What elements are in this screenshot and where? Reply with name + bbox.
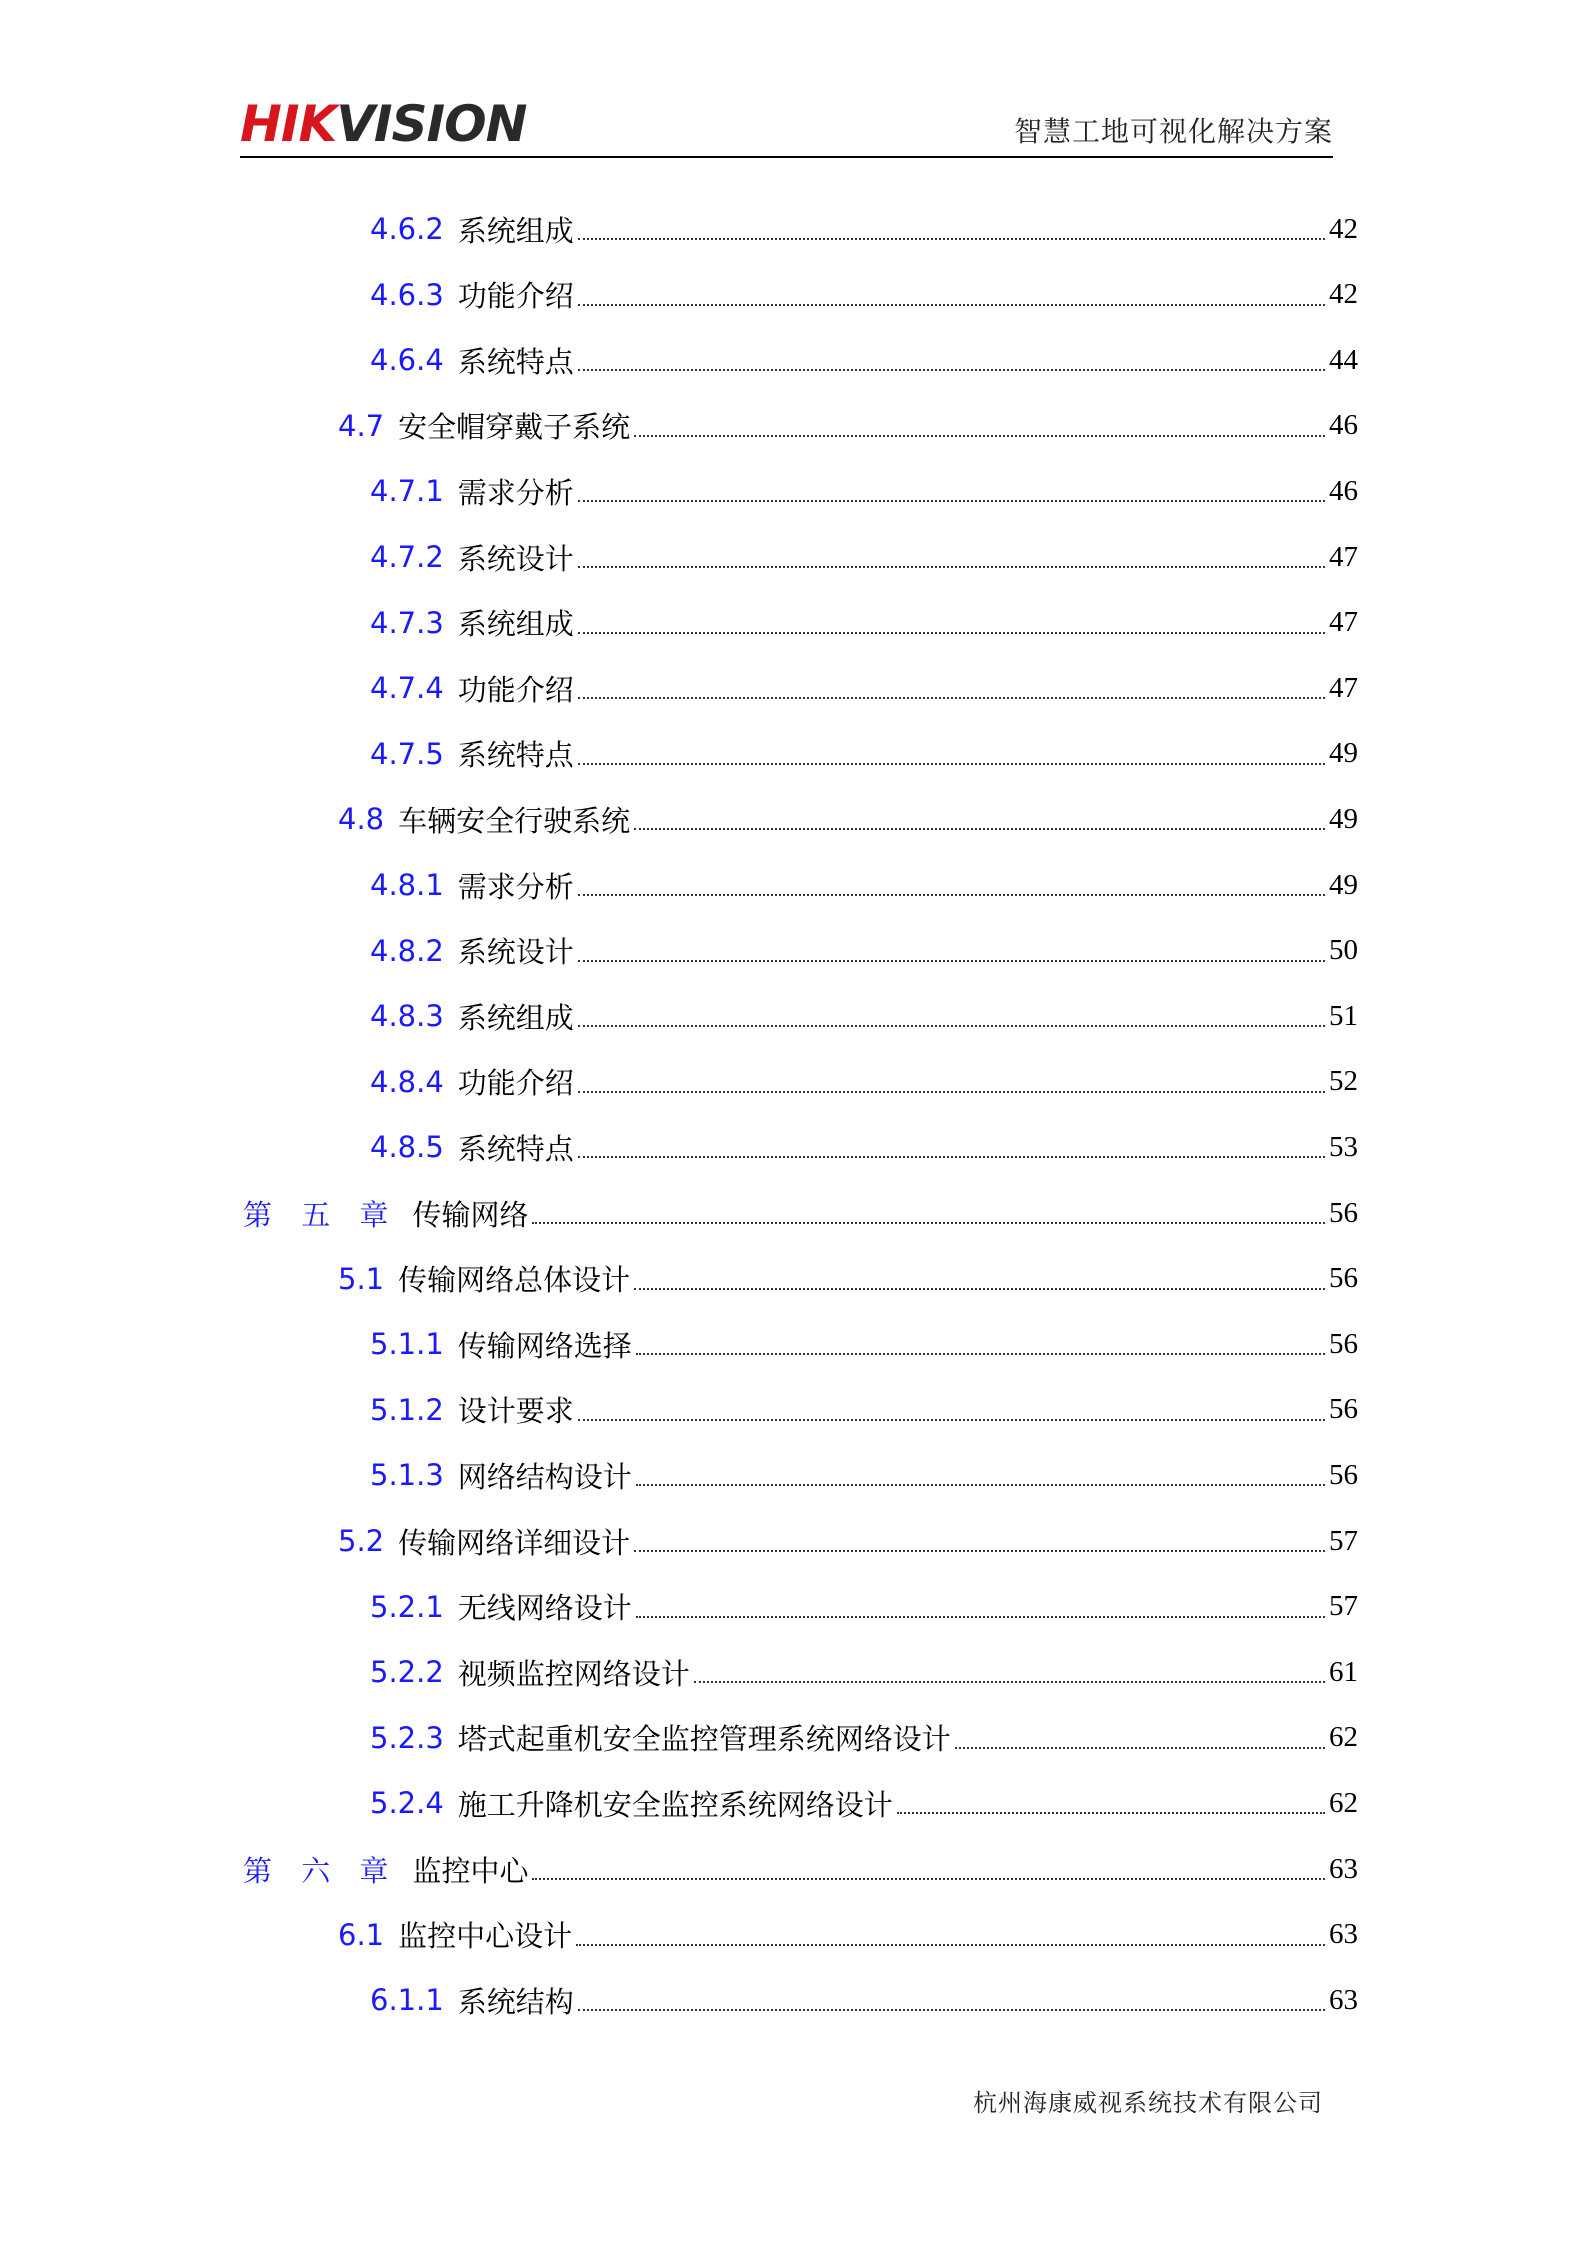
toc-entry-title: 网络结构设计	[457, 1459, 632, 1494]
toc-entry-page: 42	[1329, 278, 1358, 311]
toc-entry-page: 46	[1329, 474, 1358, 507]
toc-dot-leader	[578, 566, 1325, 568]
toc-entry-title: 设计要求	[457, 1394, 574, 1429]
toc-dot-leader	[897, 1812, 1325, 1814]
toc-entry-number: 5.1.3	[370, 1458, 444, 1493]
toc-entry-page: 47	[1329, 540, 1358, 573]
toc-entry-title: 视频监控网络设计	[457, 1656, 690, 1691]
toc-entry-title: 传输网络	[412, 1197, 529, 1232]
toc-entry[interactable]	[338, 393, 1358, 459]
toc-dot-leader	[532, 1878, 1325, 1880]
toc-entry[interactable]	[243, 1180, 1358, 1246]
toc-entry-page: 56	[1329, 1327, 1358, 1360]
footer-company: 杭州海康威视系统技术有限公司	[973, 2089, 1323, 2117]
toc-entry[interactable]	[338, 1902, 1358, 1968]
toc-entry[interactable]	[370, 327, 1358, 393]
toc-entry-page: 56	[1329, 1458, 1358, 1491]
toc-entry[interactable]	[370, 1049, 1358, 1115]
toc-entry-title: 系统设计	[457, 935, 574, 970]
toc-entry[interactable]	[370, 721, 1358, 787]
toc-entry-number: 4.6.3	[370, 277, 444, 312]
toc-dot-leader	[578, 2009, 1325, 2011]
toc-entry-number: 4.7.3	[370, 605, 444, 640]
toc-entry[interactable]	[338, 1246, 1358, 1312]
toc-entry-page: 46	[1329, 409, 1358, 442]
toc-entry-title: 功能介绍	[457, 1066, 574, 1101]
toc-entry-number: 4.8.4	[370, 1064, 444, 1099]
toc-entry[interactable]	[370, 918, 1358, 984]
toc-entry[interactable]	[338, 1508, 1358, 1574]
toc-entry-title: 需求分析	[457, 869, 574, 904]
toc-dot-leader	[578, 304, 1325, 306]
toc-entry-number: 4.7.2	[370, 540, 444, 574]
toc-entry-page: 63	[1329, 1852, 1358, 1885]
toc-entry-title: 系统特点	[457, 344, 574, 379]
toc-entry[interactable]	[370, 590, 1358, 656]
toc-entry[interactable]	[370, 1967, 1358, 2033]
toc-entry[interactable]	[370, 1114, 1358, 1180]
document-title: 智慧工地可视化解决方案	[1013, 115, 1333, 148]
toc-entry-number: 4.8.3	[370, 999, 444, 1034]
toc-dot-leader	[578, 1156, 1325, 1158]
toc-entry-number: 5.1	[338, 1261, 385, 1296]
toc-entry-number: 5.2.1	[370, 1589, 444, 1624]
toc-entry-title: 传输网络详细设计	[398, 1525, 631, 1560]
toc-dot-leader	[636, 1353, 1325, 1355]
toc-entry-page: 49	[1329, 802, 1358, 835]
hikvision-logo: HIKVISION	[240, 95, 527, 153]
toc-dot-leader	[578, 1091, 1325, 1093]
toc-dot-leader	[578, 894, 1325, 896]
toc-entry-number: 4.8	[338, 802, 385, 837]
toc-entry[interactable]	[370, 1442, 1358, 1508]
toc-entry-title: 系统结构	[457, 1984, 574, 2019]
toc-entry[interactable]	[370, 262, 1358, 328]
toc-dot-leader	[578, 238, 1325, 240]
toc-entry-page: 51	[1329, 999, 1358, 1032]
toc-entry-title: 系统组成	[457, 1000, 574, 1035]
toc-entry-title: 监控中心	[412, 1853, 529, 1888]
toc-entry-page: 57	[1329, 1590, 1358, 1623]
toc-dot-leader	[634, 435, 1325, 437]
toc-entry[interactable]	[243, 1836, 1358, 1902]
toc-entry[interactable]	[370, 1705, 1358, 1771]
toc-entry-number: 4.8.1	[370, 868, 444, 902]
toc-entry-title: 功能介绍	[457, 279, 574, 314]
toc-dot-leader	[634, 1288, 1325, 1290]
toc-dot-leader	[636, 1616, 1325, 1618]
toc-dot-leader	[694, 1681, 1325, 1683]
toc-dot-leader	[578, 697, 1325, 699]
toc-entry-title: 需求分析	[457, 475, 574, 510]
toc-entry-number: 4.7.1	[370, 474, 444, 509]
toc-dot-leader	[578, 763, 1325, 765]
toc-dot-leader	[634, 1550, 1325, 1552]
toc-entry-title: 传输网络选择	[457, 1328, 632, 1363]
toc-entry-number: 5.2.3	[370, 1720, 444, 1755]
toc-entry[interactable]	[370, 524, 1358, 590]
toc-entry-page: 44	[1329, 343, 1358, 376]
toc-entry-title: 传输网络总体设计	[398, 1263, 631, 1298]
toc-entry-page: 53	[1329, 1130, 1358, 1163]
toc-entry-title: 监控中心设计	[398, 1919, 573, 1954]
toc-entry-page: 50	[1329, 934, 1358, 967]
toc-dot-leader	[578, 632, 1325, 634]
toc-dot-leader	[578, 369, 1325, 371]
toc-entry[interactable]	[370, 458, 1358, 524]
toc-entry-number: 5.2.4	[370, 1786, 444, 1821]
toc-dot-leader	[578, 1419, 1325, 1421]
toc-entry-page: 63	[1329, 1983, 1358, 2016]
toc-dot-leader	[578, 1025, 1325, 1027]
toc-entry[interactable]	[370, 1574, 1358, 1640]
toc-entry[interactable]	[370, 1311, 1358, 1377]
toc-entry-page: 56	[1329, 1262, 1358, 1295]
toc-entry-title: 安全帽穿戴子系统	[398, 410, 631, 445]
toc-entry-page: 42	[1329, 212, 1358, 245]
toc-entry-page: 57	[1329, 1524, 1358, 1557]
toc-entry[interactable]	[370, 1639, 1358, 1705]
toc-entry-number: 5.2	[338, 1524, 385, 1558]
toc-entry[interactable]	[370, 196, 1358, 262]
toc-dot-leader	[532, 1222, 1325, 1224]
toc-entry-number: 5.1.1	[370, 1327, 444, 1362]
toc-entry-page: 62	[1329, 1786, 1358, 1819]
toc-entry-number: 第 六 章	[243, 1853, 399, 1888]
toc-entry-number: 6.1.1	[370, 1983, 444, 2018]
toc-dot-leader	[634, 828, 1325, 830]
toc-entry-number: 5.2.2	[370, 1655, 444, 1690]
toc-entry-page: 56	[1329, 1196, 1358, 1229]
toc-entry-title: 系统特点	[457, 738, 574, 773]
toc-entry-page: 61	[1329, 1655, 1358, 1688]
toc-entry[interactable]	[370, 655, 1358, 721]
toc-entry-number: 4.6.4	[370, 343, 444, 378]
toc-entry-page: 47	[1329, 606, 1358, 639]
toc-entry-title: 系统组成	[457, 607, 574, 642]
toc-entry-page: 49	[1329, 737, 1358, 770]
toc-dot-leader	[578, 500, 1325, 502]
toc-dot-leader	[955, 1747, 1325, 1749]
toc-entry-number: 5.1.2	[370, 1392, 444, 1427]
toc-entry-number: 4.7	[338, 408, 385, 443]
toc-entry-number: 第 五 章	[243, 1197, 399, 1232]
toc-entry-number: 4.7.4	[370, 671, 444, 706]
toc-entry-title: 无线网络设计	[457, 1591, 632, 1626]
toc-entry-number: 4.8.2	[370, 933, 444, 968]
toc-entry[interactable]	[370, 852, 1358, 918]
toc-entry-page: 49	[1329, 868, 1358, 901]
toc-entry-number: 4.6.2	[370, 212, 444, 246]
toc-entry[interactable]	[338, 786, 1358, 852]
toc-entry[interactable]	[370, 1770, 1358, 1836]
toc-entry-page: 52	[1329, 1065, 1358, 1098]
toc-entry-title: 施工升降机安全监控系统网络设计	[457, 1787, 893, 1822]
toc-entry-page: 47	[1329, 671, 1358, 704]
toc-entry-page: 63	[1329, 1918, 1358, 1951]
toc-entry-number: 6.1	[338, 1917, 385, 1952]
toc-entry-page: 56	[1329, 1393, 1358, 1426]
page-header	[240, 92, 1333, 158]
toc-entry[interactable]	[370, 1377, 1358, 1443]
toc-entry-number: 4.8.5	[370, 1130, 444, 1165]
toc-entry-title: 车辆安全行驶系统	[398, 803, 631, 838]
toc-entry-page: 62	[1329, 1721, 1358, 1754]
toc-dot-leader	[578, 960, 1325, 962]
toc-dot-leader	[636, 1484, 1325, 1486]
toc-entry-number: 4.7.5	[370, 736, 444, 771]
toc-entry-title: 塔式起重机安全监控管理系统网络设计	[457, 1722, 951, 1757]
toc-entry-title: 系统特点	[457, 1131, 574, 1166]
toc-entry-title: 系统组成	[457, 213, 574, 248]
toc-entry-title: 系统设计	[457, 541, 574, 576]
toc-entry[interactable]	[370, 983, 1358, 1049]
toc-dot-leader	[576, 1944, 1325, 1946]
toc-entry-title: 功能介绍	[457, 672, 574, 707]
